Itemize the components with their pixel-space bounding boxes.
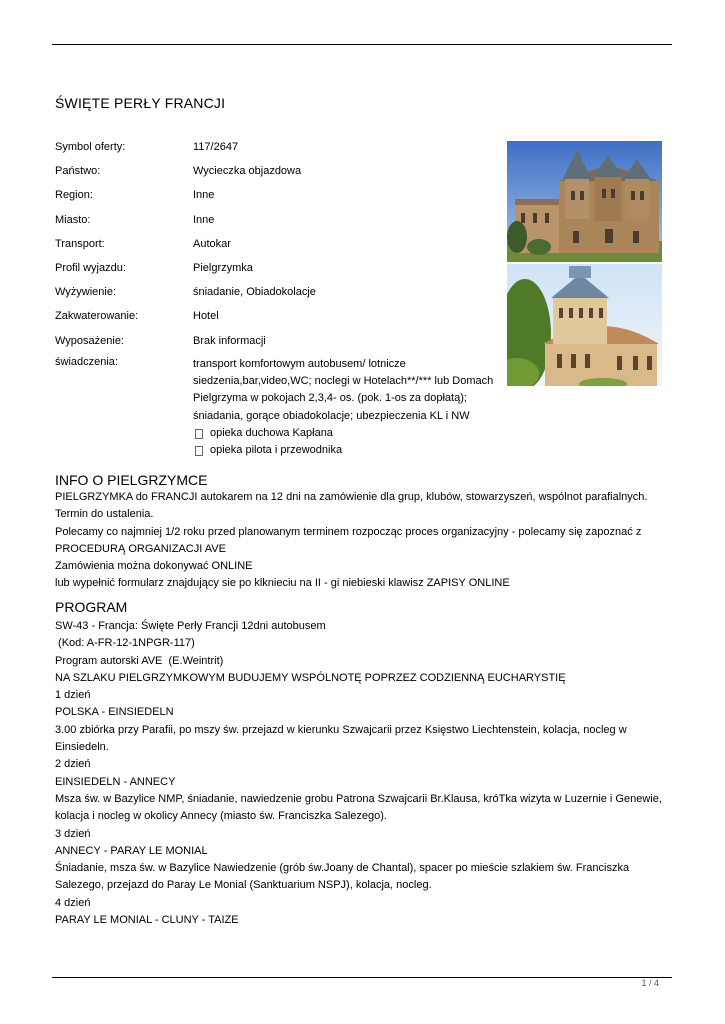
- services-line: Pielgrzyma w pokojach 2,3,4- os. (pok. 1-os za dopłatą);: [193, 392, 467, 405]
- program-day-route: ANNECY - PARAY LE MONIAL: [55, 844, 208, 857]
- offer-details: [55, 141, 505, 459]
- program-line: Śniadanie, msza św. w Bazylice Nawiedzenie (grób św.Joany de Chantal), spacer po mieście szlakiem św. Franciszka: [55, 862, 630, 875]
- program-day-route: POLSKA - EINSIEDELN: [55, 706, 174, 719]
- spec-row-services: [55, 356, 505, 460]
- program-heading: PROGRAM: [55, 599, 128, 615]
- spec-row-transport: [55, 238, 505, 262]
- program-day-route: EINSIEDELN - ANNECY: [55, 775, 176, 788]
- spec-label: Profil wyjazdu:: [55, 261, 126, 274]
- basilica-photo: [507, 141, 662, 262]
- program-line: 3.00 zbiórka przy Parafii, po mszy św. przejazd w kierunku Szwajcarii przez Księstwo Liechtenstein, kolacja, nocleg w: [55, 723, 627, 736]
- spec-label: Państwo:: [55, 165, 101, 178]
- spec-row-profile: [55, 262, 505, 286]
- spec-row-city: [55, 214, 505, 238]
- program-day-label: 3 dzień: [55, 827, 91, 840]
- program-line: kolacja i nocleg w okolicy Annecy (miasto św. Franciszka Salezego).: [55, 810, 387, 823]
- spec-label: Miasto:: [55, 213, 91, 226]
- program-line: NA SZLAKU PIELGRZYMKOWYM BUDUJEMY WSPÓLNOTĘ POPRZEZ CODZIENNĄ EUCHARYSTIĘ: [55, 671, 566, 684]
- info-line: Polecamy co najmniej 1/2 roku przed planowanym terminem rozpocząc proces organizacyjny - polecamy się zapoznać z: [55, 525, 642, 538]
- spec-value: 117/2647: [193, 141, 239, 153]
- program-day-label: 2 dzień: [55, 758, 91, 771]
- bullet-text: opieka pilota i przewodnika: [210, 444, 343, 457]
- services-bullet-item: [193, 425, 503, 442]
- rotunda-photo: [507, 264, 662, 386]
- top-rule: [52, 44, 672, 45]
- spec-label: Transport:: [55, 237, 105, 250]
- services-line: śniadania, gorące obiadokolacje; ubezpieczenia KL i NW: [193, 409, 470, 422]
- spec-row-symbol: [55, 141, 505, 165]
- info-line: lub wypełnić formularz znajdujący sie po klknieciu na II - gi niebieski klawisz ZAPISY ONLINE: [55, 577, 510, 590]
- spec-label: Region:: [55, 189, 93, 202]
- info-line: Termin do ustalenia.: [55, 508, 154, 521]
- program-line: Salezego, przejazd do Paray Le Monial (Sanktuarium NSPJ), kolacja, nocleg.: [55, 879, 432, 892]
- services-list: [193, 356, 503, 460]
- spec-row-accommodation: [55, 310, 505, 334]
- program-day-route: PARAY LE MONIAL - CLUNY - TAIZE: [55, 914, 239, 927]
- page-title: ŚWIĘTE PERŁY FRANCJI: [55, 95, 226, 111]
- info-line: PIELGRZYMKA do FRANCJI autokarem na 12 dni na zamówienie dla grup, klubów, stowarzyszeń, wspólnot parafialnych.: [55, 491, 648, 503]
- services-bullet-item: [193, 442, 503, 459]
- info-line: Zamówienia można dokonywać ONLINE: [55, 560, 253, 573]
- program-day-label: 4 dzień: [55, 896, 91, 909]
- info-section: [55, 471, 670, 593]
- spec-value: Wycieczka objazdowa: [193, 165, 302, 178]
- spec-value: Brak informacji: [193, 334, 266, 347]
- program-line: (Kod: A-FR-12-1NPGR-117): [55, 637, 195, 650]
- services-line: siedzenia,bar,video,WC; noclegi w Hotelach**/*** lub Domach: [193, 374, 494, 387]
- spec-row-country: [55, 165, 505, 189]
- spec-value: Pielgrzymka: [193, 261, 253, 274]
- spec-label: Zakwaterowanie:: [55, 310, 139, 323]
- program-section: [55, 598, 670, 929]
- bullet-text: opieka duchowa Kapłana: [210, 426, 333, 439]
- spec-label: świadczenia:: [55, 355, 118, 368]
- spec-value: Autokar: [193, 237, 231, 250]
- page-number: 1 / 4: [641, 978, 659, 988]
- bottom-rule: [52, 977, 672, 978]
- spec-value: śniadanie, Obiadokolacje: [193, 286, 316, 299]
- missing-glyph-icon: [195, 446, 203, 456]
- program-line: Einsiedeln.: [55, 741, 109, 754]
- program-line: SW-43 - Francja: Święte Perły Francji 12dni autobusem: [55, 620, 326, 632]
- program-line: Msza św. w Bazylice NMP, śniadanie, nawiedzenie grobu Patrona Szwajcarii Br.Klausa, króTka wizyta w Luzernie i Genewie,: [55, 792, 662, 805]
- info-line: PROCEDURĄ ORGANIZACJI AVE: [55, 542, 226, 555]
- program-line: Program autorski AVE (E.Weintrit): [55, 654, 224, 667]
- program-day-label: 1 dzień: [55, 689, 91, 702]
- services-line: transport komfortowym autobusem/ lotnicze: [193, 357, 406, 370]
- spec-value: Hotel: [193, 310, 219, 323]
- missing-glyph-icon: [195, 429, 203, 439]
- spec-value: Inne: [193, 213, 215, 226]
- info-heading: INFO O PIELGRZYMCE: [55, 472, 208, 488]
- spec-label: Wyposażenie:: [55, 334, 124, 347]
- spec-label: Wyżywienie:: [55, 286, 117, 299]
- spec-label: Symbol oferty:: [55, 141, 126, 153]
- spec-value: Inne: [193, 189, 215, 202]
- spec-row-region: [55, 189, 505, 213]
- spec-row-meals: [55, 286, 505, 310]
